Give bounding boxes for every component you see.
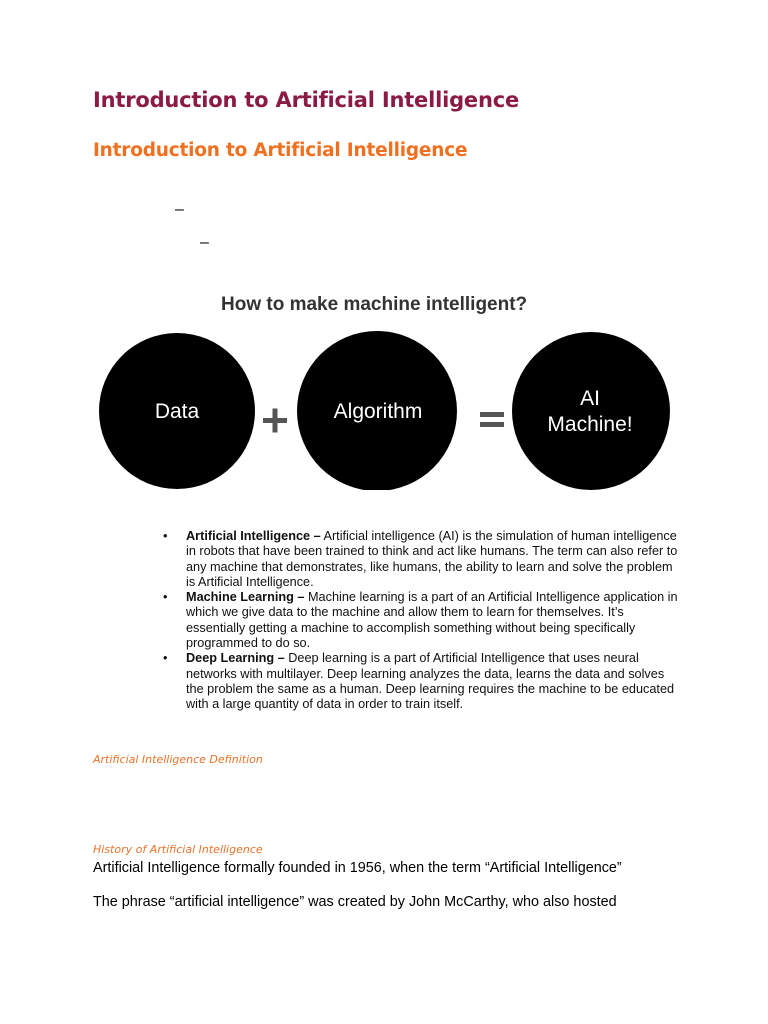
figure-data-algorithm-ai	[93, 288, 675, 490]
bullet-icon: •	[163, 651, 168, 666]
bullet-icon: •	[163, 590, 168, 605]
equals-icon	[480, 412, 504, 427]
term-description: Deep learning is a part of Artificial Intelligence that uses neural networks with multilayer. Deep learning analyzes the data, learns the data and solves the problem the same as a human. Deep learning requires the machine to be educated with a large quantity of data in order to train itself.	[186, 651, 675, 712]
plus-icon	[263, 409, 287, 433]
list-item	[163, 529, 683, 590]
section-heading: Introduction to Artificial Intelligence	[93, 140, 468, 161]
definition-caption: Artificial Intelligence Definition	[93, 753, 263, 766]
list-item	[163, 590, 683, 651]
term-label: Deep Learning –	[186, 651, 285, 666]
list-item	[163, 651, 683, 712]
ai-label: AI	[580, 387, 600, 410]
term-description: Machine learning is a part of an Artificial Intelligence application in which we give data to the machine and allow them to learn for themselves. It’s essentially getting a machine to accomplish something without being specifically programmed to do so.	[186, 590, 678, 651]
dash-marker: –	[200, 234, 209, 251]
data-label: Data	[154, 400, 200, 423]
term-description: Artificial intelligence (AI) is the simulation of human intelligence in robots that have been trained to think and act like humans. The term can also refer to any machine that demonstrates, like humans, the ability to learn and solve the problem is Artificial Intelligence.	[186, 529, 678, 589]
history-paragraph: Artificial Intelligence formally founded in 1956, when the term “Artificial Intelligence”	[93, 860, 622, 876]
definition-list	[163, 529, 683, 713]
page-title: Introduction to Artificial Intelligence	[93, 88, 519, 112]
figure-title: How to make machine intelligent?	[221, 294, 528, 315]
ai-machine-circle	[512, 332, 670, 490]
algorithm-label: Algorithm	[333, 400, 423, 423]
history-caption: History of Artificial Intelligence	[93, 843, 263, 856]
bullet-icon: •	[163, 529, 168, 543]
dash-marker: –	[175, 201, 184, 218]
term-label: Machine Learning –	[186, 590, 305, 605]
mccarthy-paragraph: The phrase “artificial intelligence” was created by John McCarthy, who also hosted	[93, 894, 617, 910]
term-label: Artificial Intelligence –	[186, 529, 321, 543]
machine-label: Machine!	[547, 413, 633, 436]
